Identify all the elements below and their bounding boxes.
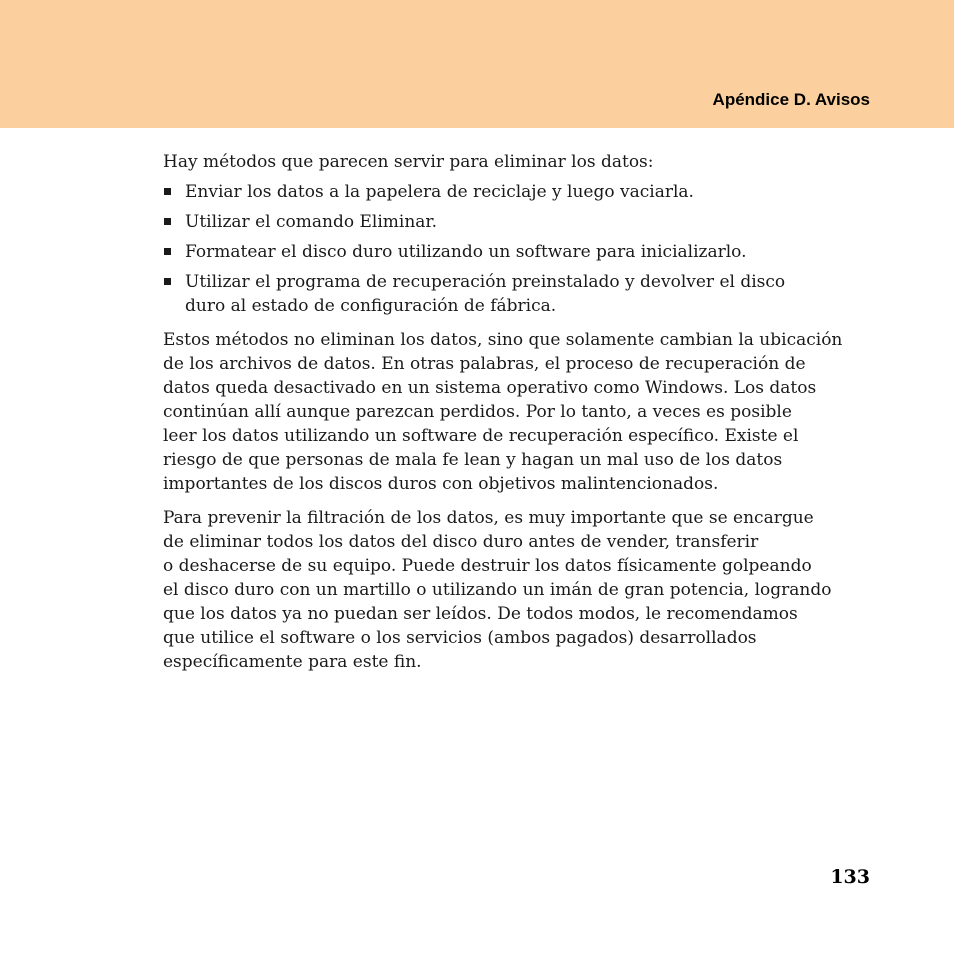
bullet-text-line: Utilizar el comando Eliminar. xyxy=(185,212,438,232)
bullet-item xyxy=(163,210,869,234)
paragraph-line: importantes de los discos duros con objetivos malintencionados. xyxy=(163,474,719,494)
square-bullet-icon xyxy=(164,248,171,255)
paragraph-line: continúan allí aunque parezcan perdidos. Por lo tanto, a veces es posible xyxy=(163,402,792,422)
section-title: Apéndice D. Avisos xyxy=(712,90,870,109)
header-band xyxy=(0,0,954,128)
bullet-text-line: Formatear el disco duro utilizando un software para inicializarlo. xyxy=(185,242,747,262)
bullet-text-line: Enviar los datos a la papelera de reciclaje y luego vaciarla. xyxy=(185,182,694,202)
paragraph-line: de los archivos de datos. En otras palabras, el proceso de recuperación de xyxy=(163,354,806,374)
paragraph-line: que utilice el software o los servicios (ambos pagados) desarrollados xyxy=(163,628,757,648)
paragraph xyxy=(163,328,869,496)
paragraph-line: o deshacerse de su equipo. Puede destruir los datos físicamente golpeando xyxy=(163,556,812,576)
bullet-item xyxy=(163,240,869,264)
square-bullet-icon xyxy=(164,188,171,195)
paragraph-line: datos queda desactivado en un sistema operativo como Windows. Los datos xyxy=(163,378,817,398)
paragraph-line: de eliminar todos los datos del disco duro antes de vender, transferir xyxy=(163,532,759,552)
paragraph-line: que los datos ya no puedan ser leídos. De todos modos, le recomendamos xyxy=(163,604,798,624)
intro-text: Hay métodos que parecen servir para eliminar los datos: xyxy=(163,152,654,172)
square-bullet-icon xyxy=(164,278,171,285)
bullet-item xyxy=(163,180,869,204)
paragraph-line: riesgo de que personas de mala fe lean y hagan un mal uso de los datos xyxy=(163,450,783,470)
bullet-text-line: Utilizar el programa de recuperación preinstalado y devolver el disco xyxy=(185,272,786,292)
page-number: 133 xyxy=(830,866,870,888)
paragraph-line: Estos métodos no eliminan los datos, sino que solamente cambian la ubicación xyxy=(163,330,843,350)
bullet-list xyxy=(163,180,869,318)
paragraph-line: específicamente para este fin. xyxy=(163,652,422,672)
bullet-item xyxy=(163,270,869,318)
body-content xyxy=(163,150,869,674)
bullet-text-line: duro al estado de configuración de fábrica. xyxy=(185,296,557,316)
paragraph-line: el disco duro con un martillo o utilizando un imán de gran potencia, logrando xyxy=(163,580,832,600)
paragraph-line: Para prevenir la filtración de los datos, es muy importante que se encargue xyxy=(163,508,814,528)
paragraph-line: leer los datos utilizando un software de recuperación específico. Existe el xyxy=(163,426,799,446)
paragraph xyxy=(163,506,869,674)
square-bullet-icon xyxy=(164,218,171,225)
